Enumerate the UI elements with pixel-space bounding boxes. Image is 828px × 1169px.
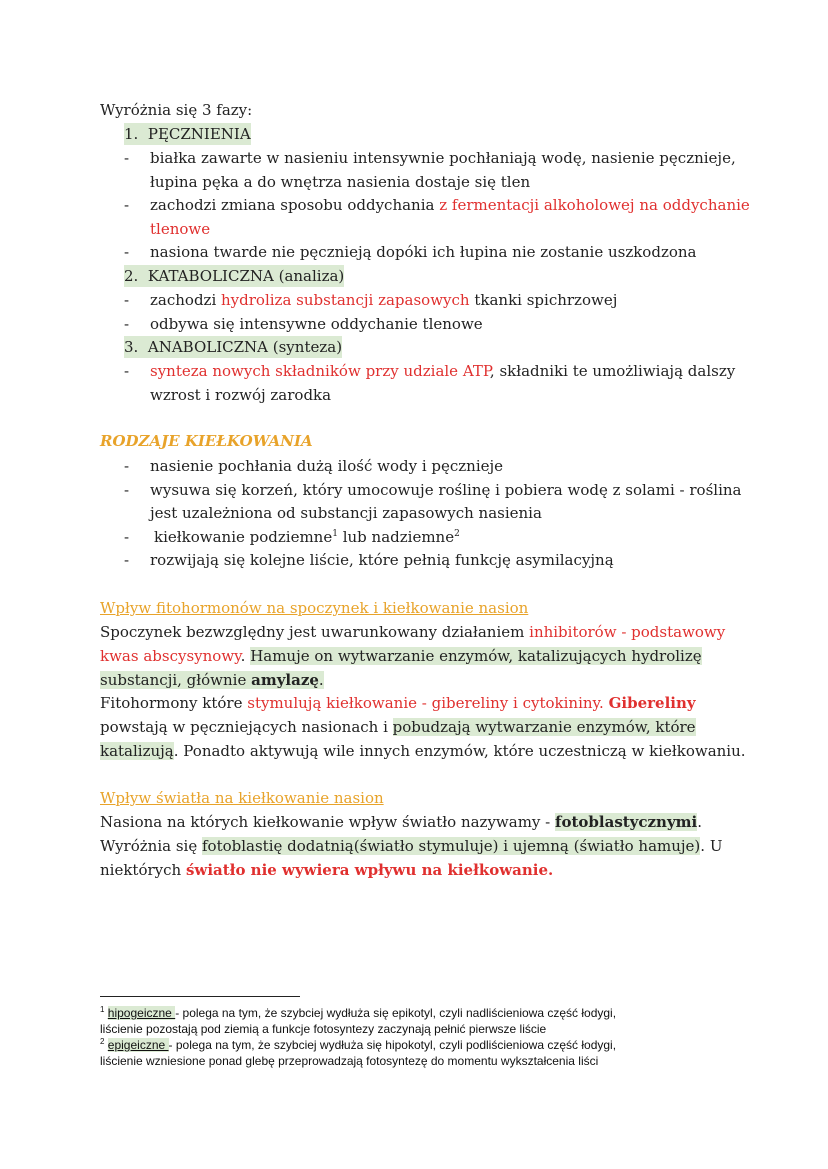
p1-bullet-1-line-2: łupina pęka a do wnętrza nasienia dostaje się tlen — [150, 173, 531, 191]
bullet-dash: - — [124, 528, 130, 546]
p3-bullet-1: synteza nowych składników przy udziale ATP, składniki te umożliwiają dalszy — [150, 362, 736, 380]
bullet-dash: - — [124, 362, 130, 380]
types-bullet-1: nasienie pochłania dużą ilość wody i pęcznieje — [150, 457, 504, 475]
phyto-line-1: Spoczynek bezwzględny jest uwarunkowany działaniem inhibitorów - podstawowy — [100, 623, 726, 641]
phyto-line-5: powstają w pęczniejących nasionach i pobudzają wytwarzanie enzymów, które — [100, 718, 696, 736]
footnote-1-line-2: liścienie pozostają pod ziemią a funkcje fotosyntezy zaczynają pełnić pierwsze liście — [100, 1022, 547, 1036]
bullet-dash: - — [124, 457, 130, 475]
phyto-line-6: katalizują. Ponadto aktywują wile innych enzymów, które uczestniczą w kiełkowaniu. — [100, 742, 746, 760]
types-bullet-4: rozwijają się kolejne liście, które pełnią funkcję asymilacyjną — [150, 551, 614, 569]
types-heading: RODZAJE KIEŁKOWANIA — [100, 432, 313, 450]
types-bullet-2-line-2: jest uzależniona od substancji zapasowych nasienia — [150, 504, 542, 522]
bullet-dash: - — [124, 149, 130, 167]
p1-bullet-2-line-2: tlenowe — [150, 220, 211, 238]
p1-bullet-1-line-1: białka zawarte w nasieniu intensywnie pochłaniają wodę, nasienie pęcznieje, — [150, 149, 736, 167]
light-line-3: niektórych światło nie wywiera wpływu na kiełkowanie. — [100, 861, 554, 879]
phases-intro: Wyróżnia się 3 fazy: — [100, 101, 253, 119]
footnote-ref-2[interactable]: 2 — [454, 529, 460, 539]
bullet-dash: - — [124, 315, 130, 333]
phyto-line-3: substancji, głównie amylazę. — [100, 671, 324, 689]
phyto-heading: Wpływ fitohormonów na spoczynek i kiełkowanie nasion — [100, 599, 529, 617]
footnote-ref-1[interactable]: 1 — [332, 529, 338, 539]
footnote-2-line-2: liścienie wzniesione ponad glebę przeprowadzają fotosyntezę do momentu wykształcenia liści — [100, 1054, 599, 1068]
p1-bullet-3: nasiona twarde nie pęcznieją dopóki ich łupina nie zostanie uszkodzona — [150, 243, 697, 261]
p2-bullet-2: odbywa się intensywne oddychanie tlenowe — [150, 315, 483, 333]
types-bullet-3: kiełkowanie podziemne$^1$ lub nadziemne$^2$ — [154, 528, 460, 546]
footnote-divider — [100, 996, 300, 997]
bullet-dash: - — [124, 481, 130, 499]
light-line-1: Nasiona na których kiełkowanie wpływ światło nazywamy - fotoblastycznymi. — [100, 813, 703, 831]
phase-2-heading: 2. KATABOLICZNA (analiza) — [124, 267, 345, 285]
phyto-line-2: kwas abscysynowy. Hamuje on wytwarzanie enzymów, katalizujących hydrolizę — [100, 647, 702, 665]
bullet-dash: - — [124, 551, 130, 569]
p1-bullet-2: zachodzi zmiana sposobu oddychania z fermentacji alkoholowej na oddychanie — [150, 196, 750, 214]
phyto-line-4: Fitohormony które stymulują kiełkowanie - gibereliny i cytokininy. Gibereliny — [100, 694, 696, 712]
bullet-dash: - — [124, 243, 130, 261]
p2-bullet-1: zachodzi hydroliza substancji zapasowych tkanki spichrzowej — [150, 291, 618, 309]
footnote-1: $^1$ hipogeiczne - polega na tym, że szybciej wydłuża się epikotyl, czyli nadliścieniowa część łodygi, — [100, 1005, 617, 1020]
phase-1-heading: 1. PĘCZNIENIA — [124, 125, 251, 143]
types-bullet-2-line-1: wysuwa się korzeń, który umocowuje roślinę i pobiera wodę z solami - roślina — [150, 481, 742, 499]
light-line-2: Wyróżnia się fotoblastię dodatnią(światło stymuluje) i ujemną (światło hamuje). U — [100, 837, 723, 855]
footnote-2: $^2$ epigeiczne - polega na tym, że szybciej wydłuża się hipokotyl, czyli podliścieniowa część łodygi, — [100, 1037, 617, 1052]
bullet-dash: - — [124, 291, 130, 309]
bullet-dash: - — [124, 196, 130, 214]
p3-bullet-1-line-2: wzrost i rozwój zarodka — [150, 386, 332, 404]
light-heading: Wpływ światła na kiełkowanie nasion — [100, 789, 384, 807]
phase-3-heading: 3. ANABOLICZNA (synteza) — [124, 338, 343, 356]
